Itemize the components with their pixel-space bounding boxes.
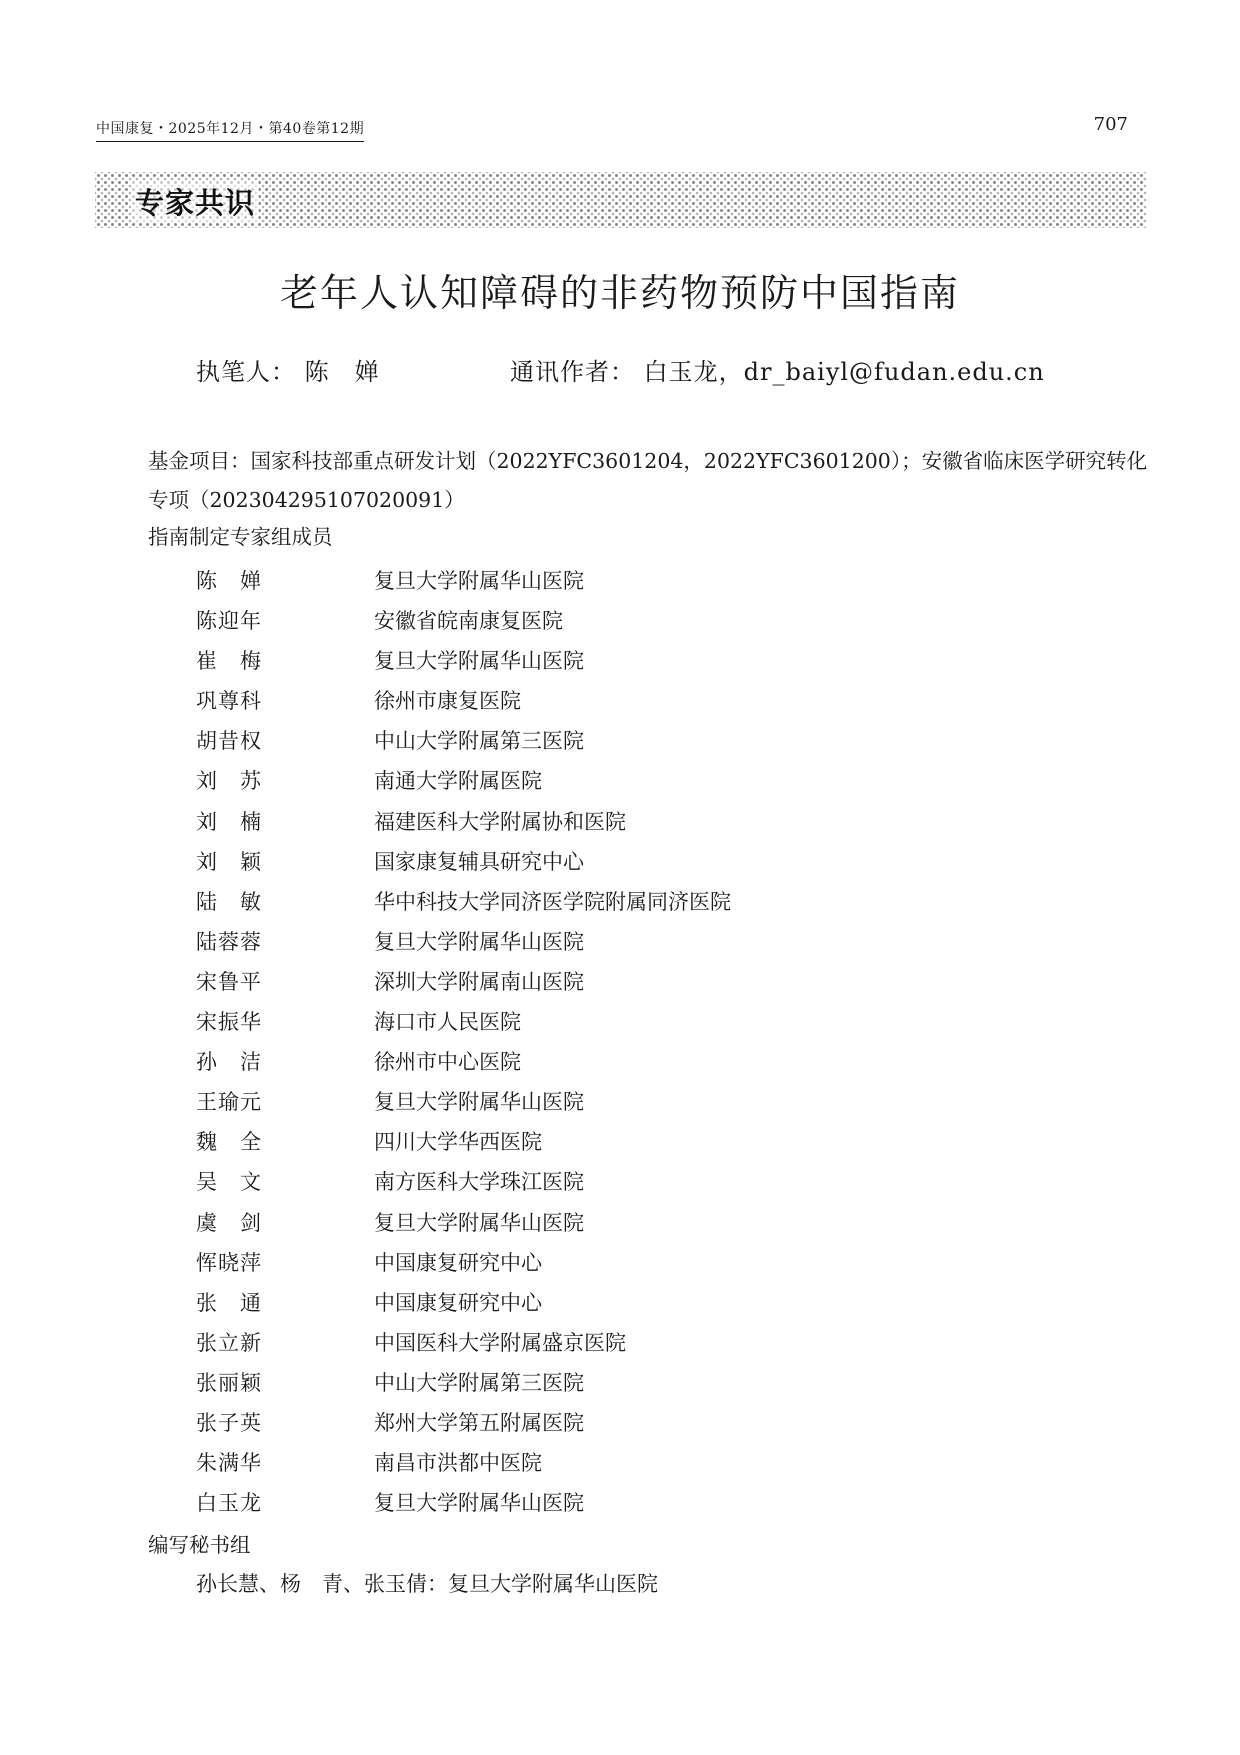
- panel-heading: 指南制定专家组成员: [148, 525, 333, 549]
- member-row: [196, 1487, 731, 1527]
- member-name: 白玉龙: [196, 1491, 262, 1516]
- member-name: 魏 全: [196, 1130, 262, 1155]
- member-name: 王瑜元: [196, 1090, 262, 1115]
- member-row: [196, 846, 731, 886]
- member-affiliation: 四川大学华西医院: [374, 1130, 542, 1155]
- member-affiliation: 徐州市中心医院: [374, 1050, 521, 1075]
- member-affiliation: 中山大学附属第三医院: [374, 1370, 584, 1395]
- member-affiliation: 复旦大学附属华山医院: [374, 1491, 584, 1516]
- member-name: 崔 梅: [196, 649, 262, 674]
- member-row: [196, 565, 731, 605]
- member-row: [196, 886, 731, 926]
- member-name: 巩尊科: [196, 689, 262, 714]
- document-title: 老年人认知障碍的非药物预防中国指南: [279, 271, 960, 315]
- secretary-members: 孙长慧、杨 青、张玉倩：复旦大学附属华山医院: [196, 1572, 658, 1596]
- member-name: 刘 颖: [196, 849, 262, 874]
- member-row: [196, 806, 731, 846]
- member-affiliation: 中国康复研究中心: [374, 1250, 542, 1275]
- writer-label: 执笔人：: [196, 358, 296, 386]
- member-name: 胡昔权: [196, 729, 262, 754]
- writer-name: 陈 婵: [304, 358, 380, 386]
- member-row: [196, 1367, 731, 1407]
- member-affiliation: 中国医科大学附属盛京医院: [374, 1330, 626, 1355]
- corresponding-author-byline: [510, 352, 1045, 387]
- member-row: [196, 1046, 731, 1086]
- corresponding-author-label: 通讯作者：: [510, 358, 635, 386]
- member-affiliation: 南昌市洪都中医院: [374, 1451, 542, 1476]
- member-row: [196, 685, 731, 725]
- member-list: [196, 565, 731, 1527]
- member-row: [196, 966, 731, 1006]
- member-name: 朱满华: [196, 1451, 262, 1476]
- writer-byline: [196, 352, 380, 387]
- member-row: [196, 1447, 731, 1487]
- member-row: [196, 1166, 731, 1206]
- member-row: [196, 1126, 731, 1166]
- member-row: [196, 725, 731, 765]
- member-row: [196, 1086, 731, 1126]
- member-affiliation: 复旦大学附属华山医院: [374, 649, 584, 674]
- member-affiliation: 复旦大学附属华山医院: [374, 929, 584, 954]
- member-name: 陈迎年: [196, 609, 262, 634]
- member-name: 陆 敏: [196, 889, 262, 914]
- member-name: 张立新: [196, 1330, 262, 1355]
- member-affiliation: 深圳大学附属南山医院: [374, 969, 584, 994]
- member-name: 宋振华: [196, 1010, 262, 1035]
- member-row: [196, 645, 731, 685]
- member-row: [196, 1407, 731, 1447]
- section-banner: [95, 172, 1147, 228]
- member-affiliation: 复旦大学附属华山医院: [374, 569, 584, 593]
- member-row: [196, 765, 731, 805]
- secretary-heading: 编写秘书组: [148, 1533, 251, 1557]
- member-row: [196, 1247, 731, 1287]
- member-row: [196, 1006, 731, 1046]
- page-number: 707: [1093, 114, 1128, 135]
- member-row: [196, 605, 731, 645]
- member-name: 刘 楠: [196, 809, 262, 834]
- member-row: [196, 926, 731, 966]
- member-name: 虞 剑: [196, 1210, 262, 1235]
- member-name: 吴 文: [196, 1170, 262, 1195]
- member-affiliation: 华中科技大学同济医学院附属同济医院: [374, 889, 731, 914]
- running-head: 中国康复・2025年12月・第40卷第12期: [96, 118, 364, 142]
- member-affiliation: 中山大学附属第三医院: [374, 729, 584, 754]
- member-name: 张丽颖: [196, 1370, 262, 1395]
- member-affiliation: 南方医科大学珠江医院: [374, 1170, 584, 1195]
- member-name: 孙 洁: [196, 1050, 262, 1075]
- member-row: [196, 1327, 731, 1367]
- member-name: 张 通: [196, 1290, 262, 1315]
- section-label: 专家共识: [131, 181, 259, 222]
- member-affiliation: 中国康复研究中心: [374, 1290, 542, 1315]
- funding-statement: 基金项目：国家科技部重点研发计划（2022YFC3601204，2022YFC3601200）；安徽省临床医学研究转化专项（202304295107020091）: [148, 449, 1148, 512]
- member-name: 陆蓉蓉: [196, 929, 262, 954]
- member-row: [196, 1207, 731, 1247]
- member-affiliation: 郑州大学第五附属医院: [374, 1410, 584, 1435]
- member-name: 刘 苏: [196, 769, 262, 794]
- member-affiliation: 福建医科大学附属协和医院: [374, 809, 626, 834]
- member-name: 陈 婵: [196, 569, 262, 593]
- member-affiliation: 安徽省皖南康复医院: [374, 609, 563, 634]
- member-affiliation: 复旦大学附属华山医院: [374, 1090, 584, 1115]
- member-affiliation: 复旦大学附属华山医院: [374, 1210, 584, 1235]
- member-row: [196, 1287, 731, 1327]
- corresponding-author-value: 白玉龙，dr_baiyl@fudan.edu.cn: [643, 358, 1045, 386]
- member-affiliation: 徐州市康复医院: [374, 689, 521, 714]
- member-affiliation: 国家康复辅具研究中心: [374, 849, 584, 874]
- member-name: 宋鲁平: [196, 969, 262, 994]
- member-affiliation: 南通大学附属医院: [374, 769, 542, 794]
- member-name: 张子英: [196, 1410, 262, 1435]
- member-name: 恽晓萍: [196, 1250, 262, 1275]
- member-affiliation: 海口市人民医院: [374, 1010, 521, 1035]
